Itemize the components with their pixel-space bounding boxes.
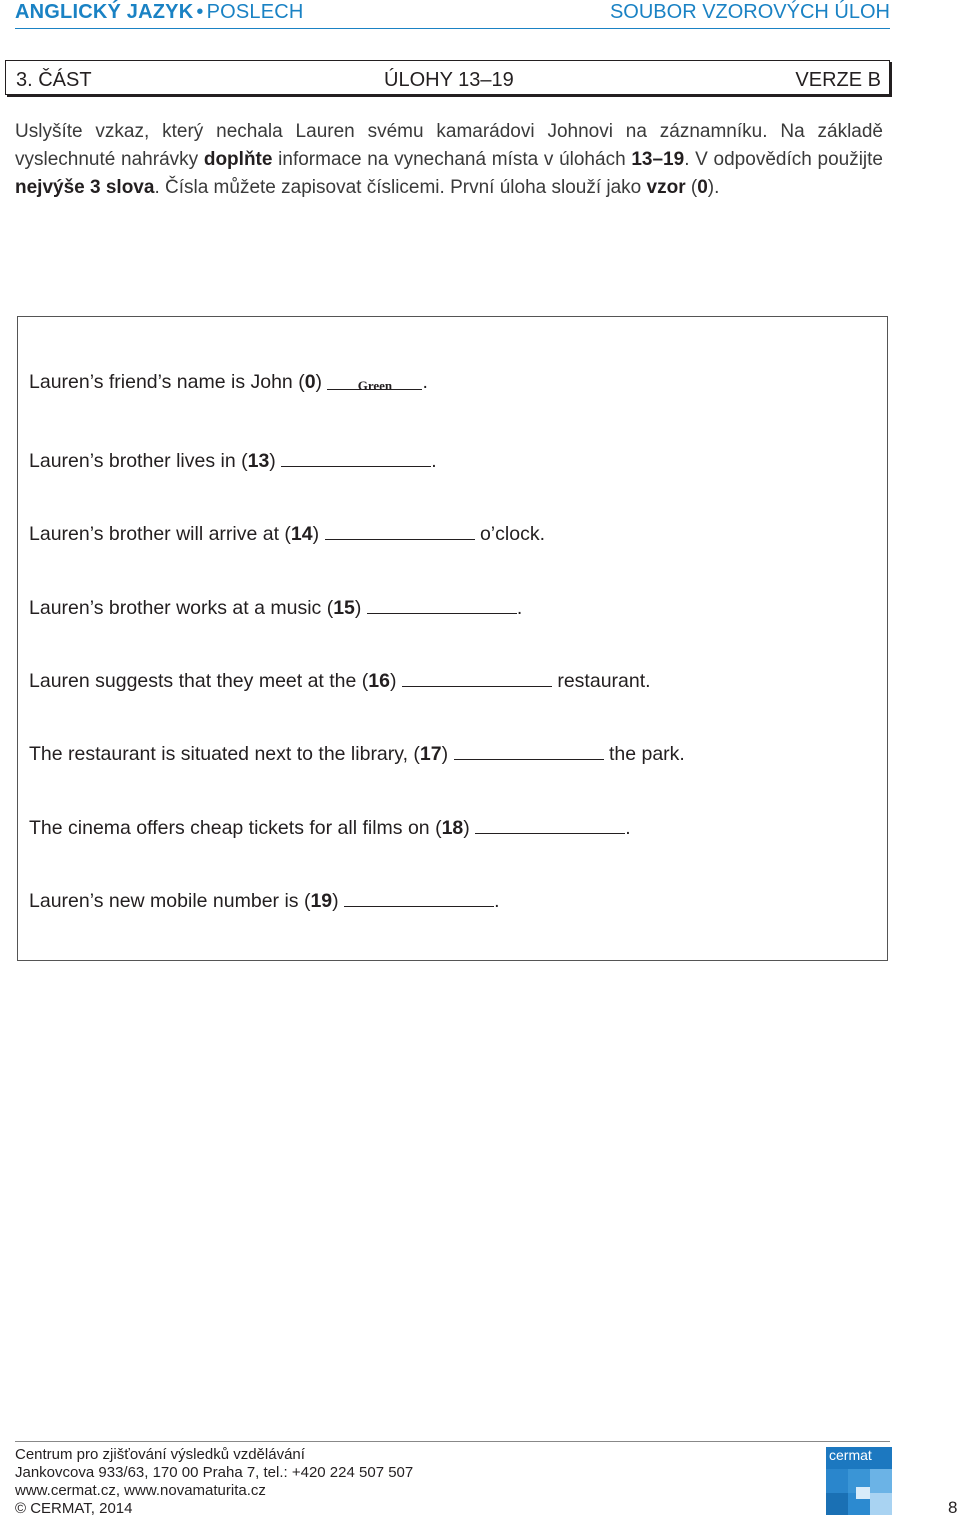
item-text: Lauren’s brother lives in ( <box>29 450 248 472</box>
item-text: ) <box>354 597 367 619</box>
header-subject <box>15 1 304 24</box>
page-header <box>15 0 890 28</box>
header-divider <box>15 28 890 29</box>
item-example <box>29 371 428 394</box>
item-15 <box>29 595 522 620</box>
item-text: ) <box>332 890 345 912</box>
item-text: ) <box>269 450 282 472</box>
item-text: o’clock. <box>474 523 545 545</box>
item-text: ) <box>463 817 476 839</box>
task-box <box>17 316 888 961</box>
item-text: The restaurant is situated next to the library, ( <box>29 743 420 765</box>
item-19 <box>29 888 500 913</box>
instr-bold: doplňte <box>203 149 273 170</box>
instr-bold: vzor <box>646 177 686 198</box>
page-number: 8 <box>948 1498 958 1517</box>
instr-bold: nejvýše 3 slova <box>15 177 155 198</box>
answer-blank-18[interactable] <box>475 815 625 834</box>
item-16 <box>29 668 651 693</box>
separator-dot: • <box>196 1 204 23</box>
item-text: . <box>516 597 523 619</box>
item-number: 18 <box>441 817 464 839</box>
instructions <box>15 118 883 202</box>
item-text: Lauren’s new mobile number is ( <box>29 890 311 912</box>
item-text: ) <box>312 523 325 545</box>
item-text: the park. <box>603 743 685 765</box>
section-version: VERZE B <box>795 69 881 91</box>
item-text: ) <box>441 743 454 765</box>
footer-org: Centrum pro zjišťování výsledků vzdělávání <box>15 1446 305 1463</box>
example-answer-text: Green <box>357 378 393 393</box>
section-bar <box>5 60 890 95</box>
item-18 <box>29 815 631 840</box>
footer-address: Jankovcova 933/63, 170 00 Praha 7, tel.: +420 224 507 507 <box>15 1464 414 1481</box>
section-tasks: ÚLOHY 13–19 <box>384 69 514 91</box>
item-number: 16 <box>368 670 390 692</box>
item-text: restaurant. <box>551 670 651 692</box>
footer-copyright: © CERMAT, 2014 <box>15 1500 133 1517</box>
footer-web[interactable]: www.cermat.cz, www.novamaturita.cz <box>15 1482 266 1499</box>
item-text: Lauren’s brother works at a music ( <box>29 597 334 619</box>
answer-blank-14[interactable] <box>325 521 475 540</box>
answer-blank-16[interactable] <box>402 668 552 687</box>
answer-blank-17[interactable] <box>454 741 604 760</box>
answer-blank-13[interactable] <box>281 448 431 467</box>
instr-text: informace na vynechaná místa v úlohách <box>272 149 632 170</box>
cermat-logo <box>826 1447 892 1515</box>
item-number: 13 <box>247 450 270 472</box>
footer-divider <box>15 1441 890 1442</box>
item-text: . <box>494 890 500 912</box>
collection-label: SOUBOR VZOROVÝCH ÚLOH <box>609 1 890 23</box>
item-14 <box>29 521 545 546</box>
answer-blank-15[interactable] <box>367 595 517 614</box>
item-number: 0 <box>304 371 316 393</box>
item-text: ) <box>315 371 328 393</box>
item-text: The cinema offers cheap tickets for all films on ( <box>29 817 442 839</box>
item-text: . <box>431 450 437 472</box>
instr-bold: 13–19 <box>631 149 685 170</box>
instr-bold: 0 <box>697 177 708 198</box>
item-text: . <box>422 371 428 393</box>
item-text: Lauren’s brother will arrive at ( <box>29 523 291 545</box>
item-text: ) <box>390 670 402 692</box>
logo-text: cermat <box>829 1447 872 1463</box>
item-text: Lauren’s friend’s name is John ( <box>29 371 305 393</box>
subject-label: ANGLICKÝ JAZYK <box>15 1 194 23</box>
item-number: 19 <box>310 890 333 912</box>
item-13 <box>29 448 437 473</box>
instr-text: Uslyšíte vzkaz, který nechala Lauren svému kamarádovi Johnovi na záznamníku. Na základě vyslechnuté nahrávky <box>15 121 883 170</box>
section-part: 3. ČÁST <box>16 69 92 91</box>
footer <box>15 1446 413 1518</box>
item-text: . <box>625 817 631 839</box>
example-answer <box>327 371 422 393</box>
part-label: POSLECH <box>206 1 304 23</box>
answer-blank-19[interactable] <box>344 888 494 907</box>
instr-text: . Čísla můžete zapisovat číslicemi. První úloha slouží jako <box>154 177 647 198</box>
instr-text: ). <box>707 177 720 198</box>
item-number: 14 <box>290 523 313 545</box>
instr-text: . V odpovědích použijte <box>684 149 883 170</box>
item-number: 17 <box>419 743 442 765</box>
item-17 <box>29 741 685 766</box>
item-text: Lauren suggests that they meet at the ( <box>29 670 369 692</box>
item-number: 15 <box>333 597 355 619</box>
instr-text: ( <box>685 177 698 198</box>
